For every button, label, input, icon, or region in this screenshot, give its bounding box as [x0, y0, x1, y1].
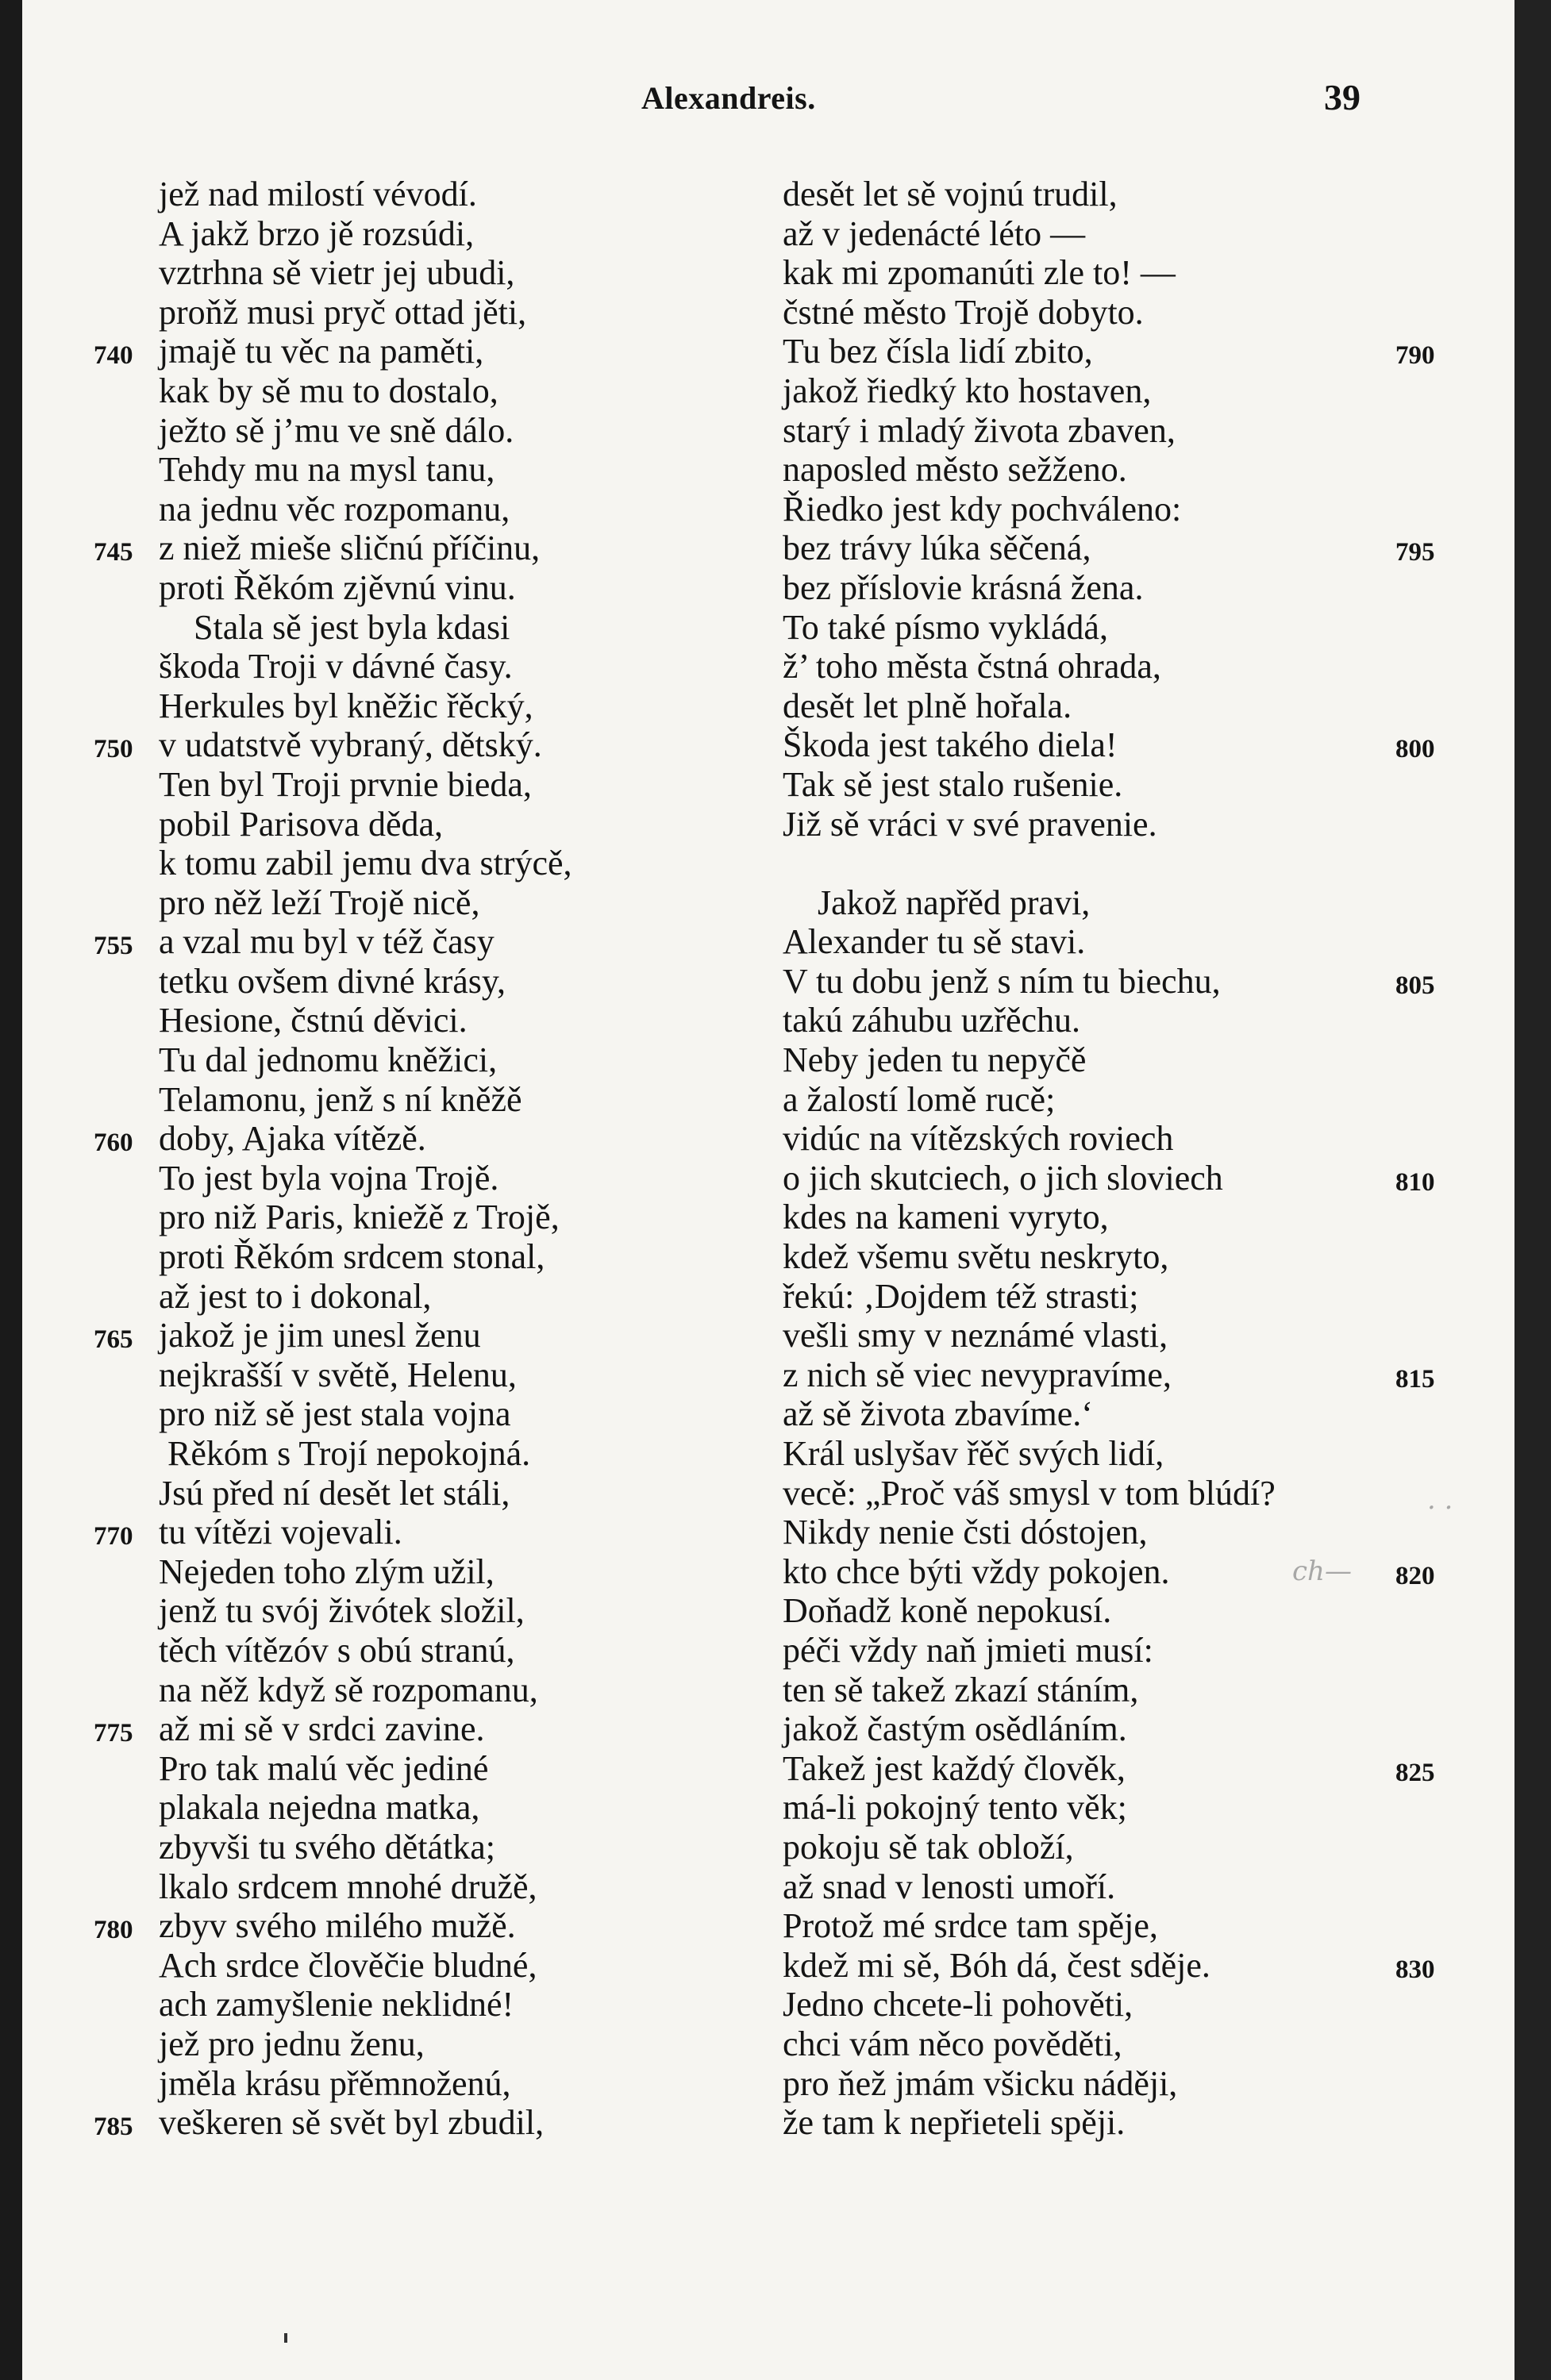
verse-line [760, 411, 1507, 451]
verse-text: zbyv svého milého mužě. [159, 1906, 516, 1946]
verse-line [760, 1198, 1507, 1237]
verse-text: pobil Parisova děda, [159, 804, 444, 844]
verse-text: jež pro jednu ženu, [159, 2024, 425, 2063]
verse-line [760, 1591, 1507, 1631]
line-number: 745 [94, 538, 133, 567]
verse-line [760, 529, 1507, 568]
verse-text: jměla krásu přěmnoženú, [159, 2063, 511, 2103]
verse-text: na jednu věc rozpomanu, [159, 489, 510, 529]
verse-text: chci vám něco pověděti, [783, 2024, 1122, 2063]
verse-text: jež nad milostí vévodí. [159, 175, 477, 213]
line-number: 740 [94, 341, 133, 371]
verse-line [760, 1552, 1507, 1592]
verse-text: Hesione, čstnú děvici. [159, 1001, 468, 1040]
verse-line [760, 2064, 1507, 2104]
verse-text: jakož řiedký kto hostaven, [783, 371, 1152, 410]
line-number: 770 [94, 1522, 133, 1551]
verse-line [760, 1513, 1507, 1552]
verse-text: desět let plně hořala. [783, 686, 1072, 725]
verse-text: Doňadž koně nepokusí. [783, 1591, 1112, 1631]
verse-text: bez příslovie krásná žena. [783, 567, 1144, 607]
verse-line [760, 253, 1507, 293]
verse-text: ž’ toho města čstná ohrada, [783, 647, 1161, 686]
verse-line [760, 725, 1507, 765]
verse-text: Král uslyšav řěč svých lidí, [783, 1434, 1164, 1473]
verse-text: z niež mieše sličnú příčinu, [159, 529, 541, 568]
verse-text: naposled město sežženo. [783, 450, 1127, 490]
verse-line [760, 962, 1507, 1002]
verse-line [94, 1001, 713, 1040]
verse-line [94, 805, 713, 844]
verse-line [760, 1867, 1507, 1907]
verse-text: proti Řěkóm zjěvnú vinu. [159, 567, 516, 607]
verse-text: Pro tak malú věc jediné [159, 1748, 489, 1788]
verse-line [760, 1985, 1507, 2024]
verse-text: jakož je jim unesl ženu [159, 1316, 481, 1355]
verse-line [94, 490, 713, 529]
line-number: 800 [1395, 735, 1435, 764]
verse-line [94, 1040, 713, 1080]
verse-text: v udatstvě vybraný, dětský. [159, 725, 542, 765]
verse-line [94, 1709, 713, 1749]
verse-line [94, 1277, 713, 1317]
verse-line [760, 1001, 1507, 1040]
verse-text: Tak sě jest stalo rušenie. [783, 764, 1123, 804]
line-number: 810 [1395, 1167, 1435, 1197]
verse-line [94, 1080, 713, 1120]
verse-text: kdes na kameni vyryto, [783, 1198, 1109, 1237]
verse-line [94, 1434, 713, 1474]
verse-text: vidúc na vítězských roviech [783, 1119, 1174, 1159]
verse-text: nejkrašší v světě, Helenu, [159, 1355, 517, 1394]
verse-text: pro niž Paris, kniežě z Trojě, [159, 1198, 560, 1237]
left-verse-column [94, 175, 713, 2143]
verse-line [760, 1671, 1507, 1710]
verse-text: k tomu zabil jemu dva strýcě, [159, 844, 572, 883]
verse-line [94, 1631, 713, 1671]
line-number: 795 [1395, 538, 1435, 567]
verse-line [760, 2024, 1507, 2064]
line-number: 790 [1395, 341, 1435, 371]
verse-text: Tu bez čísla lidí zbito, [783, 332, 1093, 371]
verse-line [760, 1080, 1507, 1120]
verse-text: kak mi zpomanúti zle to! — [783, 253, 1176, 293]
verse-text: takú záhubu uzřěchu. [783, 1001, 1081, 1040]
line-number: 825 [1395, 1758, 1435, 1787]
verse-text: péči vždy naň jmieti musí: [783, 1630, 1153, 1670]
verse-line [94, 1985, 713, 2024]
verse-text: Škoda jest takého diela! [783, 725, 1118, 765]
verse-line [94, 568, 713, 608]
verse-line [760, 1906, 1507, 1946]
verse-line [94, 962, 713, 1002]
verse-line [760, 293, 1507, 333]
verse-text: pro něž leží Trojě nicě, [159, 882, 480, 922]
verse-line [760, 1277, 1507, 1317]
verse-text: To také písmo vykládá, [783, 607, 1108, 647]
verse-text: jenž tu svój živótek složil, [159, 1591, 525, 1631]
verse-line [760, 1159, 1507, 1198]
line-number: 830 [1395, 1955, 1435, 1984]
verse-line [94, 844, 713, 883]
verse-line [760, 1946, 1507, 1986]
verse-text: desět let sě vojnú trudil, [783, 175, 1118, 213]
verse-text: kdež mi sě, Bóh dá, čest sděje. [783, 1945, 1210, 1985]
verse-line [760, 1749, 1507, 1789]
verse-text: až mi sě v srdci zavine. [159, 1709, 485, 1749]
verse-text: Ach srdce člověčie bludné, [159, 1945, 537, 1985]
line-number: 775 [94, 1719, 133, 1748]
verse-text: Jedno chcete-li pohověti, [783, 1985, 1133, 2024]
line-number: 785 [94, 2113, 133, 2142]
verse-line [760, 1316, 1507, 1355]
verse-line [94, 1671, 713, 1710]
verse-text: až snad v lenosti umoří. [783, 1867, 1116, 1906]
verse-line [94, 1394, 713, 1434]
verse-text: jmajě tu věc na paměti, [159, 332, 484, 371]
verse-line [760, 371, 1507, 411]
verse-text: pro ňež jmám všicku náději, [783, 2063, 1178, 2103]
verse-text: bez trávy lúka sěčená, [783, 529, 1091, 568]
verse-text: Jakož napřěd pravi, [783, 882, 1091, 922]
verse-text: kdež všemu světu neskryto, [783, 1237, 1169, 1277]
verse-line [94, 725, 713, 765]
verse-line [760, 1394, 1507, 1434]
verse-line [94, 411, 713, 451]
verse-text: pro niž sě jest stala vojna [159, 1394, 511, 1434]
verse-text: Herkules byl kněžic řěcký, [159, 686, 533, 725]
right-verse-column [760, 175, 1507, 2143]
verse-line [94, 293, 713, 333]
verse-text: V tu dobu jenž s ním tu biechu, [783, 961, 1221, 1001]
pencil-annotation: ch— [1292, 1555, 1352, 1587]
verse-line [760, 1355, 1507, 1395]
verse-line [94, 647, 713, 686]
verse-line [760, 922, 1507, 962]
pencil-annotation: · · [1427, 1492, 1453, 1524]
ink-speck [284, 2333, 287, 2343]
verse-line [760, 686, 1507, 726]
page-edge-shadow [1514, 0, 1551, 2380]
verse-text: proňž musi pryč ottad jěti, [159, 292, 527, 332]
verse-text: a žalostí lomě rucě; [783, 1079, 1056, 1119]
line-number: 755 [94, 932, 133, 961]
verse-text: Ten byl Troji prvnie bieda, [159, 764, 532, 804]
verse-line [94, 332, 713, 371]
verse-text: plakala nejedna matka, [159, 1788, 480, 1828]
verse-line [760, 490, 1507, 529]
verse-text: pokoju sě tak obloží, [783, 1827, 1074, 1867]
verse-text: vecě: „Proč váš smysl v tom blúdí? [783, 1473, 1276, 1513]
verse-text: Nejeden toho zlým užil, [159, 1551, 495, 1591]
verse-line [760, 1709, 1507, 1749]
verse-line [760, 568, 1507, 608]
verse-line [760, 1434, 1507, 1474]
verse-text: vztrhna sě vietr jej ubudi, [159, 253, 515, 293]
verse-line [94, 765, 713, 805]
verse-line [760, 1474, 1507, 1513]
verse-text: Protož mé srdce tam spěje, [783, 1906, 1158, 1946]
verse-line [760, 2103, 1507, 2143]
verse-text: Nikdy nenie čsti dóstojen, [783, 1513, 1148, 1552]
verse-text: že tam k nepřieteli spěji. [783, 2103, 1126, 2143]
verse-text: až v jedenácté léto — [783, 213, 1086, 253]
verse-line [94, 1237, 713, 1277]
verse-line [94, 1946, 713, 1986]
verse-text: vešli smy v neznámé vlasti, [783, 1316, 1168, 1355]
verse-line [94, 1591, 713, 1631]
verse-text: ježto sě j’mu ve sně dálo. [159, 410, 514, 450]
verse-line [94, 1749, 713, 1789]
verse-line [94, 1552, 713, 1592]
verse-text: až sě života zbavíme.‘ [783, 1394, 1093, 1434]
verse-text: z nich sě viec nevypravíme, [783, 1355, 1172, 1394]
verse-text: o jich skutciech, o jich sloviech [783, 1158, 1223, 1198]
verse-line [760, 1237, 1507, 1277]
verse-text: tu vítězi vojevali. [159, 1513, 402, 1552]
verse-line [94, 253, 713, 293]
verse-text: kak by sě mu to dostalo, [159, 371, 498, 410]
verse-line [94, 529, 713, 568]
line-number: 780 [94, 1916, 133, 1945]
verse-text: Neby jeden tu nepyčě [783, 1040, 1087, 1080]
verse-text: ach zamyšlenie neklidné! [159, 1985, 514, 2024]
verse-line [760, 844, 1507, 883]
verse-line [94, 1867, 713, 1907]
verse-line [94, 1355, 713, 1395]
verse-text: řekú: ‚Dojdem též strasti; [783, 1276, 1139, 1316]
verse-line [94, 1828, 713, 1867]
verse-line [94, 1316, 713, 1355]
running-header: Alexandreis. [641, 80, 816, 116]
verse-line [94, 1788, 713, 1828]
verse-text: Již sě vráci v své pravenie. [783, 804, 1157, 844]
verse-text: doby, Ajaka vítězě. [159, 1119, 426, 1159]
verse-line [760, 1631, 1507, 1671]
verse-line [94, 1474, 713, 1513]
verse-text: má-li pokojný tento věk; [783, 1788, 1127, 1828]
verse-line [760, 805, 1507, 844]
verse-line [760, 450, 1507, 490]
verse-line [94, 1198, 713, 1237]
verse-text: kto chce býti vždy pokojen. [783, 1551, 1170, 1591]
verse-text: Jsú před ní desět let stáli, [159, 1473, 510, 1513]
verse-line [94, 608, 713, 648]
verse-line [94, 371, 713, 411]
verse-line [760, 332, 1507, 371]
verse-text: tetku ovšem divné krásy, [159, 961, 506, 1001]
verse-line [94, 2103, 713, 2143]
verse-line [760, 214, 1507, 254]
line-number: 765 [94, 1325, 133, 1355]
line-number: 750 [94, 735, 133, 764]
verse-line [760, 175, 1507, 214]
verse-line [94, 1159, 713, 1198]
verse-line [94, 214, 713, 254]
verse-line [760, 1040, 1507, 1080]
verse-text: až jest to i dokonal, [159, 1276, 432, 1316]
verse-text: těch vítězóv s obú stranú, [159, 1630, 515, 1670]
verse-text: Tu dal jednomu kněžici, [159, 1040, 498, 1080]
verse-line [94, 2064, 713, 2104]
verse-text: starý i mladý života zbaven, [783, 410, 1176, 450]
verse-text: zbyvši tu svého dětátka; [159, 1827, 496, 1867]
verse-line [760, 883, 1507, 923]
line-number: 820 [1395, 1561, 1435, 1590]
verse-text: A jakž brzo jě rozsúdi, [159, 213, 475, 253]
verse-line [94, 1119, 713, 1159]
verse-text: Takež jest každý člověk, [783, 1748, 1126, 1788]
verse-text: Tehdy mu na mysl tanu, [159, 450, 495, 490]
verse-line [94, 450, 713, 490]
verse-text: a vzal mu byl v též časy [159, 922, 495, 962]
verse-line [94, 2024, 713, 2064]
verse-text: Rěkóm s Trojí nepokojná. [159, 1434, 531, 1473]
verse-line [760, 1788, 1507, 1828]
verse-text: jakož častým osědláním. [783, 1709, 1127, 1749]
page-number: 39 [1324, 77, 1360, 117]
verse-line [760, 1119, 1507, 1159]
verse-text: veškeren sě svět byl zbudil, [159, 2103, 545, 2143]
verse-text: To jest byla vojna Trojě. [159, 1158, 499, 1198]
verse-line [94, 883, 713, 923]
verse-text: Řiedko jest kdy pochváleno: [783, 489, 1182, 529]
line-number: 805 [1395, 971, 1435, 1000]
verse-text: na něž když sě rozpomanu, [159, 1670, 538, 1709]
verse-text: proti Řěkóm srdcem stonal, [159, 1237, 545, 1277]
verse-text: Telamonu, jenž s ní kněžě [159, 1079, 522, 1119]
verse-line [94, 1906, 713, 1946]
verse-line [760, 1828, 1507, 1867]
verse-line [94, 1513, 713, 1552]
book-page [22, 0, 1514, 2380]
line-number: 815 [1395, 1364, 1435, 1394]
verse-text: Stala sě jest byla kdasi [159, 607, 510, 647]
verse-text: Alexander tu sě stavi. [783, 922, 1086, 962]
verse-line [760, 647, 1507, 686]
verse-text: ten sě takež zkazí stáním, [783, 1670, 1139, 1709]
verse-line [94, 686, 713, 726]
verse-text: lkalo srdcem mnohé družě, [159, 1867, 537, 1906]
verse-line [760, 608, 1507, 648]
line-number: 760 [94, 1128, 133, 1158]
verse-text: čstné město Trojě dobyto. [783, 292, 1144, 332]
verse-line [760, 765, 1507, 805]
verse-line [94, 922, 713, 962]
verse-line [94, 175, 713, 214]
verse-text: škoda Troji v dávné časy. [159, 647, 513, 686]
